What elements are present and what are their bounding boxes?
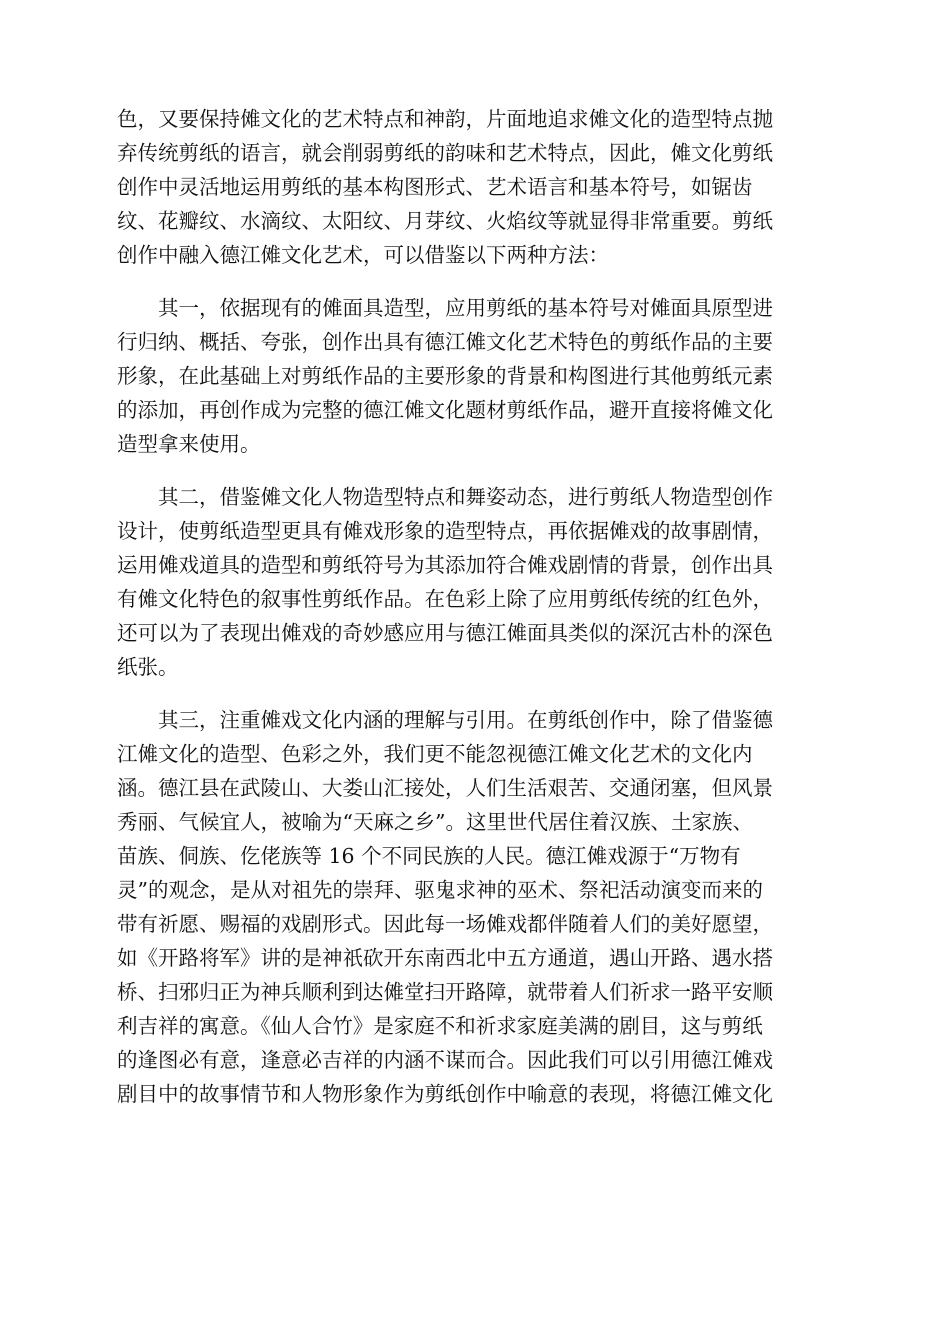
text-line: 形象，在此基础上对剪纸作品的主要形象的背景和构图进行其他剪纸元素 bbox=[117, 364, 773, 388]
text-line: 带有祈愿、赐福的戏剧形式。因此每一场傩戏都伴随着人们的美好愿望， bbox=[117, 912, 773, 936]
text-line: 涵。德江县在武陵山、大娄山汇接处，人们生活艰苦、交通闭塞，但风景 bbox=[117, 776, 773, 800]
text-line: 的添加，再创作成为完整的德江傩文化题材剪纸作品，避开直接将傩文化 bbox=[117, 398, 773, 422]
text-line: 如《开路将军》讲的是神祇砍开东南西北中五方通道，遇山开路、遇水搭 bbox=[117, 946, 773, 970]
text-line: 的逢图必有意，逢意必吉祥的内涵不谋而合。因此我们可以引用德江傩戏 bbox=[117, 1048, 773, 1072]
text-line: 灵”的观念，是从对祖先的崇拜、驱鬼求神的巫术、祭祀活动演变而来的 bbox=[117, 878, 763, 902]
text-line: 纸张。 bbox=[117, 655, 179, 679]
text-line: 色，又要保持傩文化的艺术特点和神韵，片面地追求傩文化的造型特点抛 bbox=[117, 107, 773, 131]
text-line: 有傩文化特色的叙事性剪纸作品。在色彩上除了应用剪纸传统的红色外， bbox=[117, 587, 773, 611]
text-line: 剧目中的故事情节和人物形象作为剪纸创作中喻意的表现，将德江傩文化 bbox=[117, 1082, 773, 1106]
text-line: 弃传统剪纸的语言，就会削弱剪纸的韵味和艺术特点，因此，傩文化剪纸 bbox=[117, 141, 773, 165]
text-line: 行归纳、概括、夸张，创作出具有德江傩文化艺术特色的剪纸作品的主要 bbox=[117, 330, 773, 354]
paragraph-method-two bbox=[117, 480, 833, 684]
text-line: 创作中融入德江傩文化艺术，可以借鉴以下两种方法： bbox=[117, 243, 609, 267]
text-line: 设计，使剪纸造型更具有傩戏形象的造型特点，再依据傩戏的故事剧情， bbox=[117, 519, 773, 543]
paragraph-method-one bbox=[117, 291, 833, 461]
text-line: 苗族、侗族、仡佬族等 16 个不同民族的人民。德江傩戏源于“万物有 bbox=[117, 844, 741, 868]
paragraph-method-three bbox=[117, 703, 833, 1111]
text-line: 其三，注重傩戏文化内涵的理解与引用。在剪纸创作中，除了借鉴德 bbox=[158, 708, 773, 732]
paragraph-intro bbox=[117, 102, 833, 272]
text-line: 创作中灵活地运用剪纸的基本构图形式、艺术语言和基本符号，如锯齿 bbox=[117, 175, 753, 199]
text-line: 其一，依据现有的傩面具造型，应用剪纸的基本符号对傩面具原型进 bbox=[158, 296, 773, 320]
text-line: 江傩文化的造型、色彩之外，我们更不能忽视德江傩文化艺术的文化内 bbox=[117, 742, 753, 766]
text-line: 造型拿来使用。 bbox=[117, 432, 261, 456]
text-line: 桥、扫邪归正为神兵顺利到达傩堂扫开路障，就带着人们祈求一路平安顺 bbox=[117, 980, 773, 1004]
text-line: 纹、花瓣纹、水滴纹、太阳纹、月芽纹、火焰纹等就显得非常重要。剪纸 bbox=[117, 209, 773, 233]
text-line: 运用傩戏道具的造型和剪纸符号为其添加符合傩戏剧情的背景，创作出具 bbox=[117, 553, 773, 577]
text-line: 利吉祥的寓意。《仙人合竹》是家庭不和祈求家庭美满的剧目，这与剪纸 bbox=[117, 1014, 763, 1038]
text-line: 秀丽、气候宜人，被喻为“天麻之乡”。这里世代居住着汉族、土家族、 bbox=[117, 810, 753, 834]
document-page bbox=[117, 102, 833, 1111]
text-line: 其二，借鉴傩文化人物造型特点和舞姿动态，进行剪纸人物造型创作 bbox=[158, 485, 773, 509]
text-line: 还可以为了表现出傩戏的奇妙感应用与德江傩面具类似的深沉古朴的深色 bbox=[117, 621, 773, 645]
